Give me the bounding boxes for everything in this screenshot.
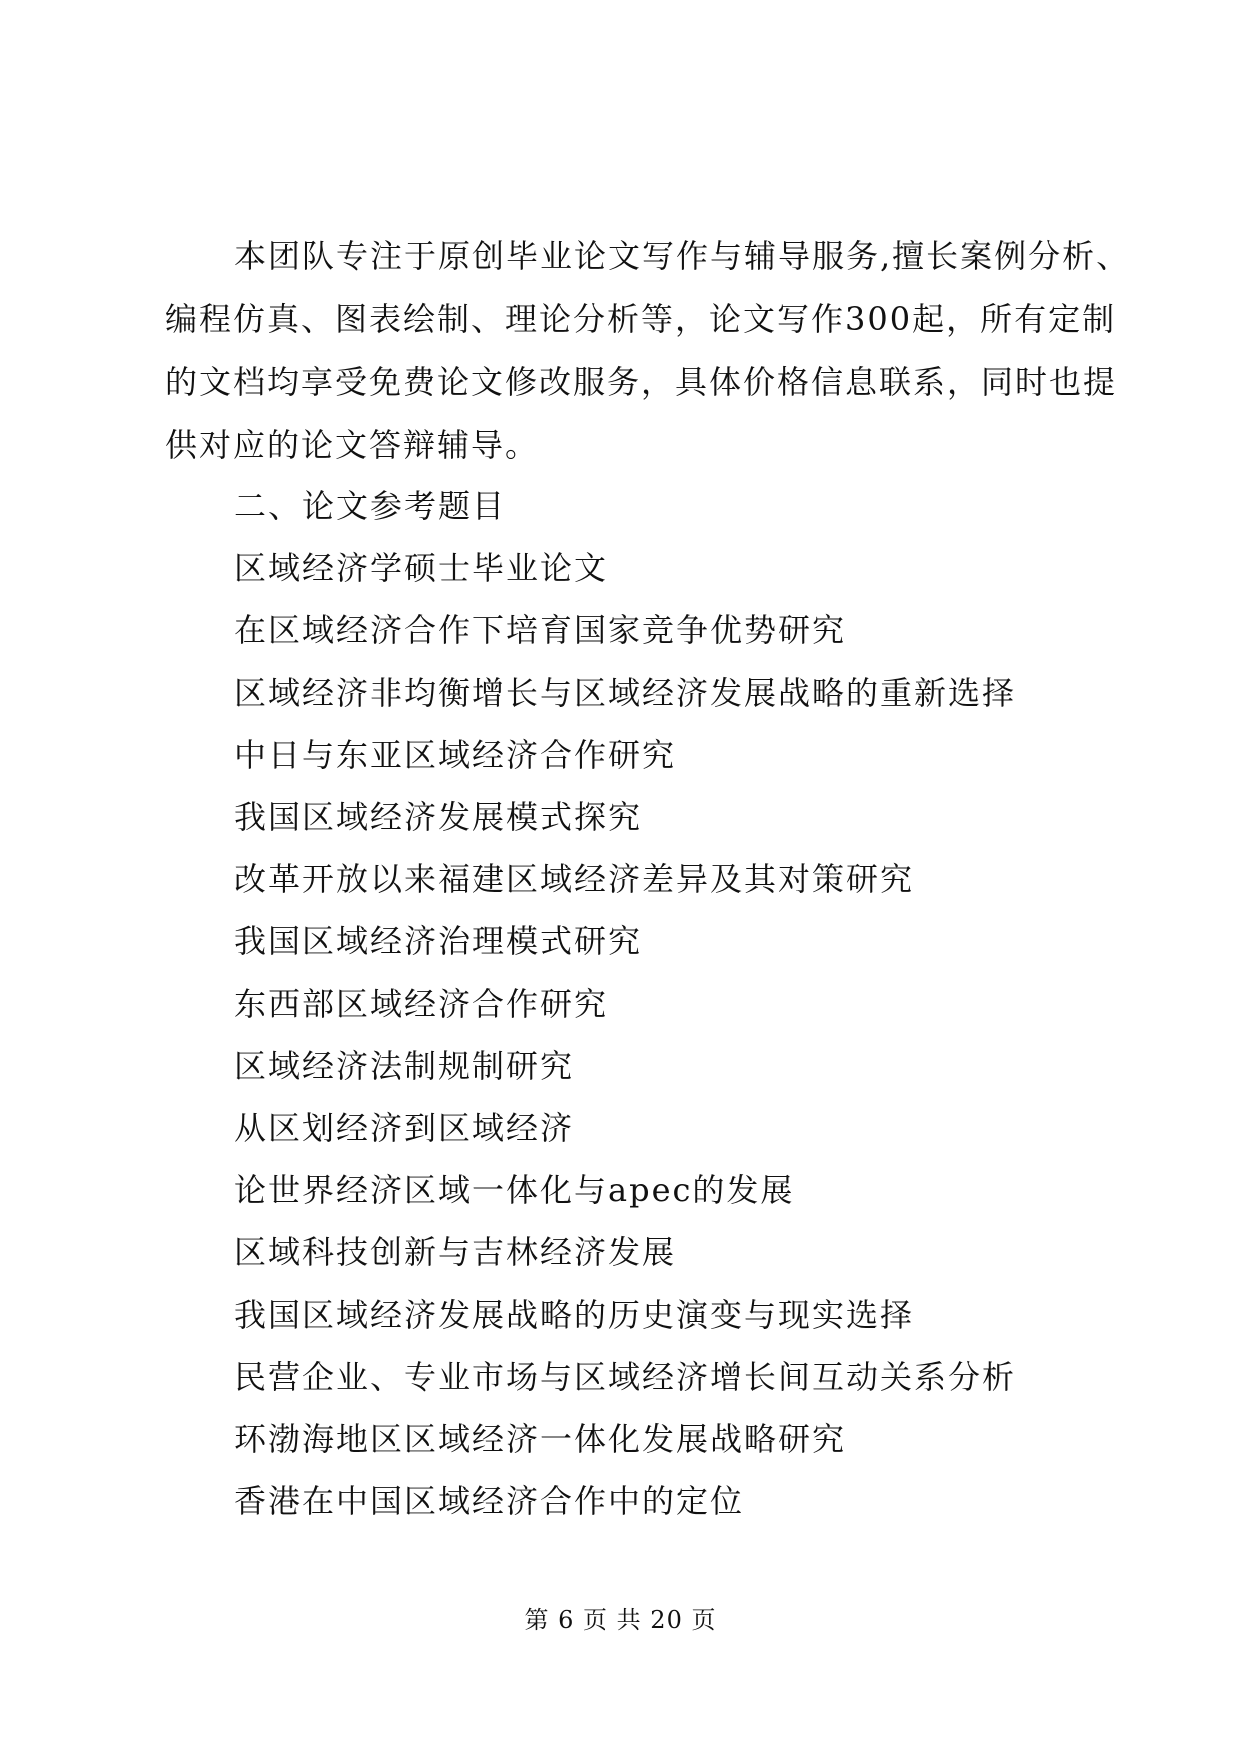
list-item: 我国区域经济发展战略的历史演变与现实选择: [234, 1295, 915, 1334]
list-item: 区域经济学硕士毕业论文: [234, 549, 609, 588]
list-item: 香港在中国区域经济合作中的定位: [234, 1482, 745, 1521]
list-item: 东西部区域经济合作研究: [234, 984, 609, 1023]
list-item: 改革开放以来福建区域经济差异及其对策研究: [234, 860, 915, 899]
list-item: 区域科技创新与吉林经济发展: [234, 1233, 677, 1272]
list-item: 环渤海地区区域经济一体化发展战略研究: [234, 1420, 847, 1459]
list-item: 区域经济非均衡增长与区域经济发展战略的重新选择: [234, 673, 1017, 712]
intro-line: 的文档均享受免费论文修改服务，具体价格信息联系，同时也提: [165, 363, 1118, 401]
list-item: 在区域经济合作下培育国家竞争优势研究: [234, 611, 847, 650]
page-number: 第 6 页 共 20 页: [524, 1606, 717, 1634]
list-item: 中日与东亚区域经济合作研究: [234, 735, 677, 774]
intro-paragraph: [165, 225, 1131, 477]
list-item: 民营企业、专业市场与区域经济增长间互动关系分析: [234, 1357, 1017, 1396]
list-item: 区域经济法制规制研究: [234, 1046, 575, 1085]
list-item: 我国区域经济发展模式探究: [234, 798, 643, 837]
intro-line: 供对应的论文答辩辅导。: [165, 426, 540, 464]
intro-line: 本团队专注于原创毕业论文写作与辅导服务,擅长案例分析、: [234, 237, 1131, 275]
list-item: 我国区域经济治理模式研究: [234, 922, 643, 961]
section-heading: 二、论文参考题目: [234, 487, 507, 525]
topic-list: [234, 475, 1016, 1532]
list-item: 论世界经济区域一体化与apec的发展: [234, 1171, 795, 1210]
intro-line: 编程仿真、图表绘制、理论分析等，论文写作300起，所有定制: [165, 300, 1117, 338]
list-item: 从区划经济到区域经济: [234, 1109, 575, 1148]
